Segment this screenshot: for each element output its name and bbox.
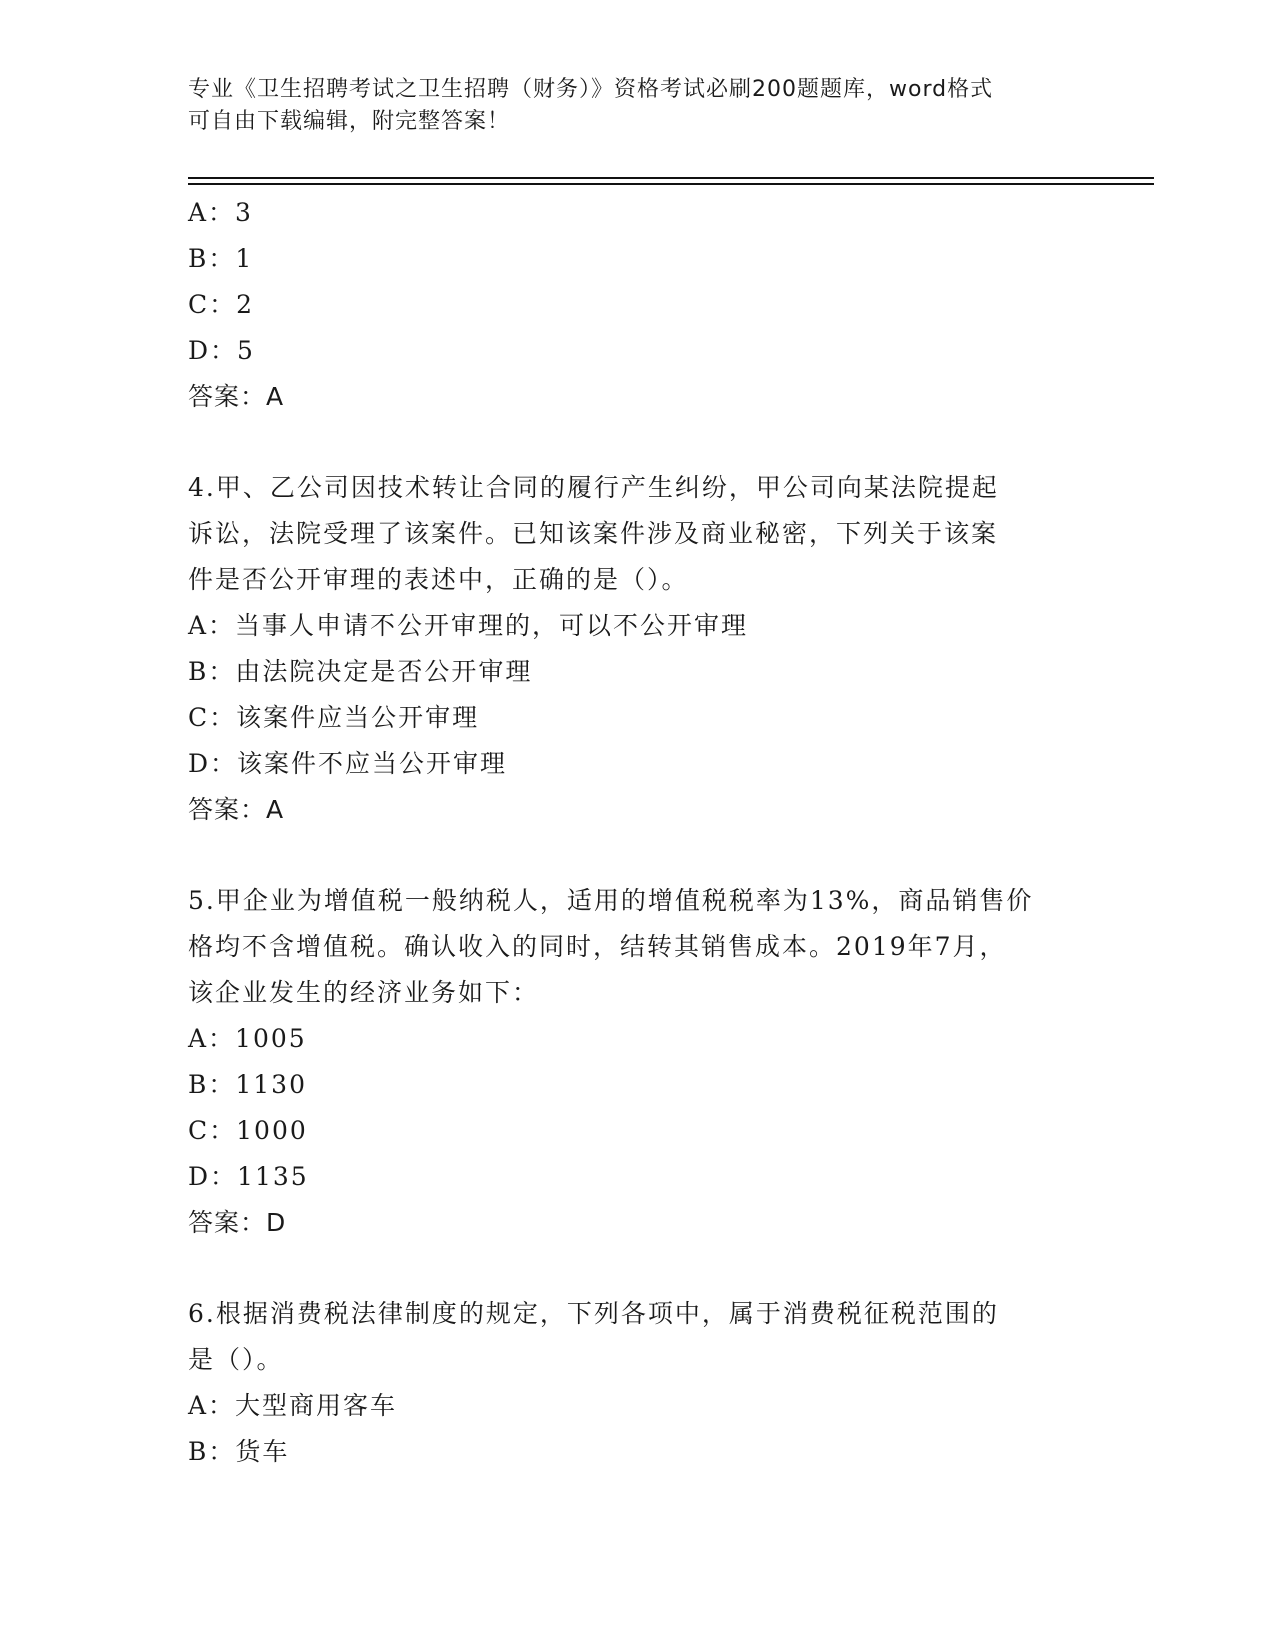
spacer — [188, 833, 1088, 878]
q4-option-a: A：当事人申请不公开审理的，可以不公开审理 — [188, 611, 749, 640]
q4-option-b: B：由法院决定是否公开审理 — [188, 657, 533, 686]
q5-option-c: C：1000 — [188, 1116, 308, 1145]
q5-stem-line-3: 该企业发生的经济业务如下： — [188, 978, 540, 1007]
header-title-line-2: 可自由下载编辑，附完整答案！ — [188, 109, 511, 134]
q3-option-d: D：5 — [188, 336, 255, 365]
q5-option-d: D：1135 — [188, 1162, 309, 1191]
q4-stem-line-2: 诉讼，法院受理了该案件。已知该案件涉及商业秘密，下列关于该案 — [188, 519, 999, 548]
q5-stem-line-1: 5.甲企业为增值税一般纳税人，适用的增值税税率为13%，商品销售价 — [188, 886, 1034, 915]
q5-option-a: A：1005 — [188, 1024, 307, 1053]
q4-stem-line-3: 件是否公开审理的表述中，正确的是（）。 — [188, 565, 689, 594]
q5-answer: 答案：D — [188, 1208, 287, 1237]
q4-answer: 答案：A — [188, 795, 285, 824]
q6-option-a: A：大型商用客车 — [188, 1391, 398, 1420]
q4-option-c: C：该案件应当公开审理 — [188, 703, 480, 732]
q5-option-b: B：1130 — [188, 1070, 307, 1099]
question-content — [188, 190, 1088, 1475]
q6-stem-line-2: 是（）。 — [188, 1345, 284, 1374]
q3-option-c: C：2 — [188, 290, 255, 319]
q3-option-b: B：1 — [188, 244, 254, 273]
q5-stem-line-2: 格均不含增值税。确认收入的同时，结转其销售成本。2019年7月， — [188, 932, 1007, 961]
header-divider-top — [188, 177, 1154, 179]
question-5 — [188, 878, 1088, 1246]
header-divider-bottom — [188, 183, 1154, 185]
q3-option-a: A：3 — [188, 198, 253, 227]
spacer — [188, 420, 1088, 465]
q4-stem-line-1: 4.甲、乙公司因技术转让合同的履行产生纠纷，甲公司向某法院提起 — [188, 473, 999, 502]
spacer — [188, 1246, 1088, 1291]
q6-stem-line-1: 6.根据消费税法律制度的规定，下列各项中，属于消费税征税范围的 — [188, 1299, 999, 1328]
question-3 — [188, 190, 1088, 420]
q6-option-b: B：货车 — [188, 1437, 290, 1466]
q3-answer: 答案：A — [188, 382, 285, 411]
question-4 — [188, 465, 1088, 833]
document-header — [188, 74, 1068, 138]
q4-option-d: D：该案件不应当公开审理 — [188, 749, 508, 778]
header-title-line-1: 专业《卫生招聘考试之卫生招聘（财务）》资格考试必刷200题题库，word格式 — [188, 77, 994, 102]
question-6 — [188, 1291, 1088, 1475]
